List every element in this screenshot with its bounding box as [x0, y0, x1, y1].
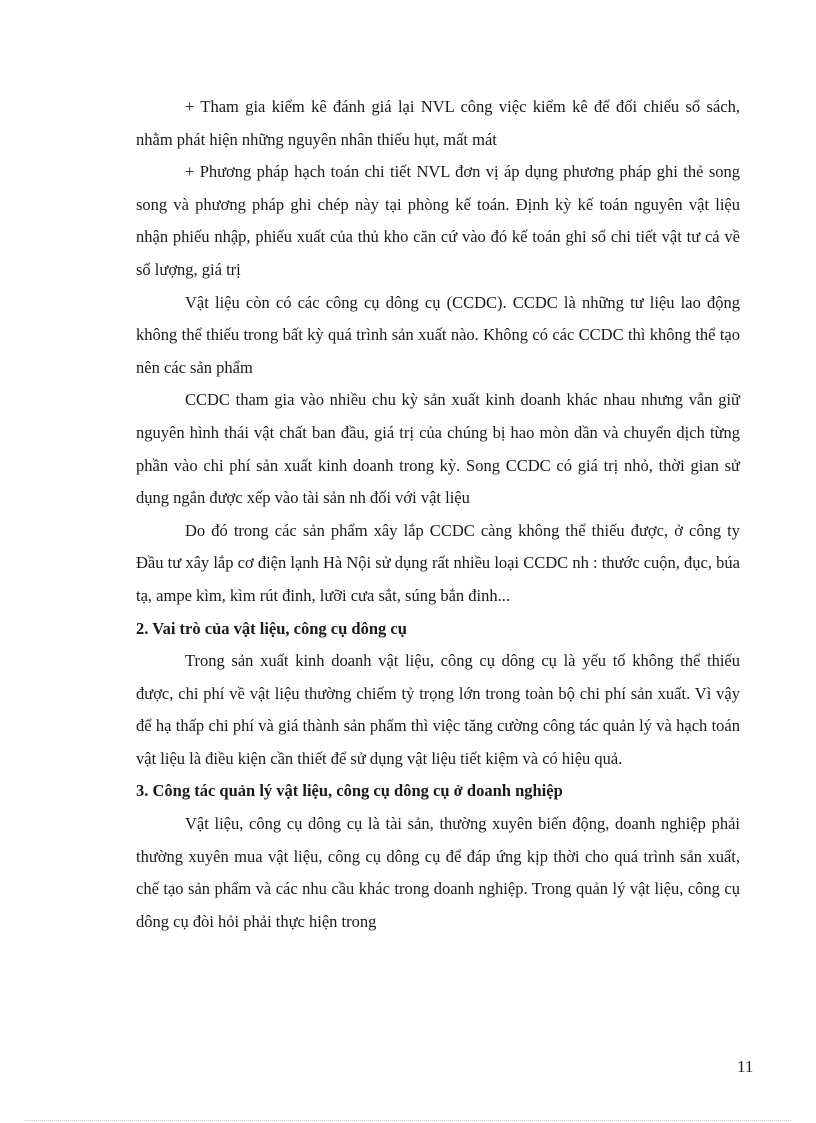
paragraph-inventory-check: + Tham gia kiểm kê đánh giá lại NVL công việc kiểm kê để đối chiếu sổ sách, nhằm phát hiện những nguyên nhân thiếu hụt, mất mát [136, 97, 740, 149]
paragraph-ccdc-production: CCDC tham gia vào nhiều chu kỳ sản xuất kinh doanh khác nhau nhưng vẫn giữ nguyên hình thái vật chất ban đầu, giá trị của chúng bị hao mòn dần và chuyển dịch từng phần vào chi phí sản xuất kinh doanh trong kỳ. Song CCDC có giá trị nhỏ, thời gian sử dụng ngắn được xếp vào tài sản nh đối với vật liệu [136, 390, 740, 508]
page-bottom-divider [25, 1120, 791, 1121]
page-number: 11 [737, 1057, 754, 1076]
paragraph-ccdc-examples: Do đó trong các sản phẩm xây lắp CCDC càng không thể thiếu được, ở công ty Đầu tư xây lắp cơ điện lạnh Hà Nội sử dụng rất nhiều loại CCDC nh : thước cuộn, đục, búa tạ, ampe kìm, kìm rút đinh, lưỡi cưa sắt, súng bắn đinh... [136, 520, 740, 605]
section-heading-management: 3. Công tác quản lý vật liệu, công cụ dông cụ ở doanh nghiệp [136, 781, 563, 801]
page-body [136, 91, 740, 938]
section-heading-role: 2. Vai trò của vật liệu, công cụ dông cụ [136, 618, 407, 638]
paragraph-accounting-method: + Phương pháp hạch toán chi tiết NVL đơn vị áp dụng phương pháp ghi thẻ song song và phương pháp ghi chép này tại phòng kế toán. Định kỳ kế toán nguyên vật liệu nhận phiếu nhập, phiếu xuất của thủ kho căn cứ vào đó kế toán ghi sổ chi tiết vật tư cả về số lượng, giá trị [136, 162, 740, 279]
paragraph-ccdc-intro: Vật liệu còn có các công cụ dông cụ (CCDC). CCDC là những tư liệu lao động không thể thiếu trong bất kỳ quá trình sản xuất nào. Không có các CCDC thì không thể tạo nên các sản phẩm [136, 292, 740, 377]
paragraph-management: Vật liệu, công cụ dông cụ là tài sản, thường xuyên biến động, doanh nghiệp phải thường xuyên mua vật liệu, công cụ dông cụ để đáp ứng kịp thời cho quá trình sản xuất, chế tạo sản phẩm và các nhu cầu khác trong doanh nghiệp. Trong quản lý vật liệu, công cụ dông cụ đòi hỏi phải thực hiện trong [136, 814, 740, 931]
paragraph-role: Trong sản xuất kinh doanh vật liệu, công cụ dông cụ là yếu tố không thể thiếu được, chi phí về vật liệu thường chiếm tỷ trọng lớn trong toàn bộ chi phí sản xuất. Vì vậy để hạ thấp chi phí và giá thành sản phẩm thì việc tăng cường công tác quản lý và hạch toán vật liệu là điều kiện cần thiết để sử dụng vật liệu tiết kiệm và có hiệu quả. [136, 651, 740, 768]
